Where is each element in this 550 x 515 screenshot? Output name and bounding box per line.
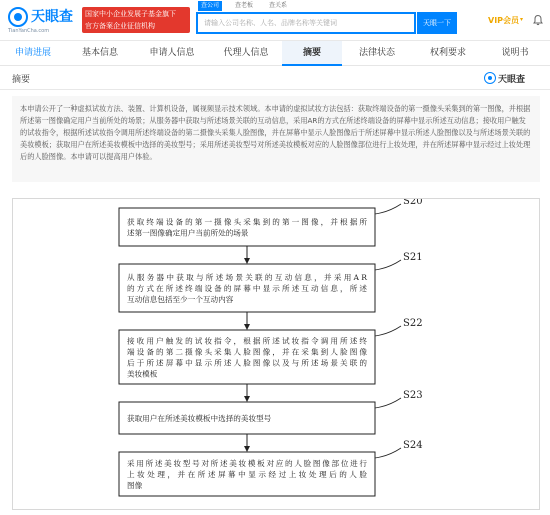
flow-step-text: 获取终端设备的第一摄像头采集到的第一图像，并根据所 <box>127 217 367 227</box>
flow-step-s23 <box>119 390 423 434</box>
flow-step-text: 互动信息包括至少一个互动内容 <box>127 295 234 304</box>
tab-agent-info[interactable]: 代理人信息 <box>223 48 269 58</box>
top-bar <box>0 0 550 40</box>
eye-logo-icon <box>484 72 496 84</box>
flow-step-text: 获取用户在所述美妆模板中选择的美妆型号 <box>127 414 272 423</box>
logo-subtext: TianYanCha.com <box>8 28 50 34</box>
section-title: 摘要 <box>12 75 31 85</box>
flow-step-text: 端设备的第二摄像头采集人脸图像，并在采集到人脸图像 <box>127 347 367 357</box>
flow-step-text: 从服务器中获取与所述场景关联的互动信息，并采用AR <box>127 273 367 282</box>
search-input[interactable] <box>198 14 408 32</box>
flow-step-label: S23 <box>403 390 423 401</box>
leader-line <box>375 326 401 336</box>
site-logo[interactable] <box>8 5 78 35</box>
tab-legal-status[interactable]: 法律状态 <box>358 48 395 58</box>
eye-logo-icon <box>8 7 28 27</box>
flow-step-text: 美妆模板 <box>127 369 158 379</box>
leader-line <box>375 204 401 214</box>
search-tab-boss[interactable]: 查老板 <box>235 2 254 9</box>
flow-step-s22 <box>119 318 423 384</box>
flow-step-label: S22 <box>403 318 423 329</box>
flow-step-s20 <box>119 199 423 246</box>
tab-applicant-info[interactable]: 申请人信息 <box>149 48 195 58</box>
search-tab-company[interactable]: 查公司 <box>198 1 222 11</box>
tab-claims[interactable]: 权利要求 <box>429 48 466 58</box>
flow-step-text: 的方式在所述终端设备的屏幕中显示所述互动信息，所述 <box>127 284 367 293</box>
flow-step-text: 述第一图像确定用户当前所处的场景 <box>127 228 249 238</box>
flow-step-text: 接收用户触发的试妆指令，根据所述试妆指令调用所述终 <box>127 336 367 346</box>
flowchart <box>13 199 541 511</box>
search-button[interactable]: 天眼一下 <box>417 12 457 34</box>
flow-step-text: 上妆处理，并在所述屏幕中显示经过上妆处理后的人脸 <box>127 470 367 479</box>
promo-banner[interactable] <box>82 7 190 33</box>
tab-description[interactable]: 说明书 <box>501 48 529 58</box>
chevron-down-icon[interactable]: ▾ <box>520 16 524 23</box>
bell-icon[interactable] <box>532 14 544 26</box>
tab-abstract[interactable]: 摘要 <box>282 41 342 66</box>
promo-line-2: 官方备案企业征信机构 <box>85 22 155 30</box>
tab-basic-info[interactable]: 基本信息 <box>81 48 118 58</box>
leader-line <box>375 398 401 408</box>
search-box <box>196 12 416 34</box>
leader-line <box>375 260 401 270</box>
flow-step-box <box>119 208 375 246</box>
flow-step-text: 后于所述屏幕中显示所述人脸图像以及与所述场景关联的 <box>127 358 367 368</box>
tab-application-progress[interactable]: 申请进展 <box>14 48 51 58</box>
flow-step-s24 <box>119 440 423 496</box>
leader-line <box>375 448 401 458</box>
vip-member-link[interactable]: VIP会员 <box>488 16 520 25</box>
promo-line-1: 国家中小企业发展子基金旗下 <box>85 10 176 18</box>
flow-step-label: S21 <box>403 252 423 263</box>
abstract-text: 本申请公开了一种虚拟试妆方法、装置、计算机设备，属视频显示技术领域。本申请的虚拟试妆方法包括：获取终端设备的第一摄像头采集到的第一图像，并根据所述第一图像确定用户当前所处的场景；从服务器中获取与所述场景关联的互动信息，采用AR的方式在所述终端设备的屏幕中显示所述互动信息；接收用户触发的试妆指令，根据所述试妆指令调用所述终端设备的第二摄像头采集人脸图像，并在屏幕中显示人脸图像后于所述屏幕中显示所述人脸图像以及与所述场景关联的美妆模板；获取用户在所述美妆模板中选择的美妆型号；采用所述美妆型号对所述美妆模板对应的人脸图像部位进行上妆处理，并在所述屏幕中显示经过上妆处理后的人脸图像。本申请可以提高用户体验。 <box>12 96 540 182</box>
patent-drawing <box>12 198 540 510</box>
brand-watermark: 天眼查 <box>498 75 526 85</box>
flow-step-text: 图像 <box>127 481 143 490</box>
flow-step-s21 <box>119 252 423 312</box>
patent-nav-tabs <box>0 40 550 66</box>
flow-step-label: S20 <box>403 199 423 207</box>
logo-text: 天眼查 <box>31 9 73 25</box>
flow-step-label: S24 <box>403 440 423 451</box>
flow-step-text: 采用所述美妆型号对所述美妆模板对应的人脸图像部位进行 <box>127 459 367 468</box>
search-tab-relation[interactable]: 查关系 <box>269 2 288 9</box>
abstract-section-header <box>0 66 550 90</box>
